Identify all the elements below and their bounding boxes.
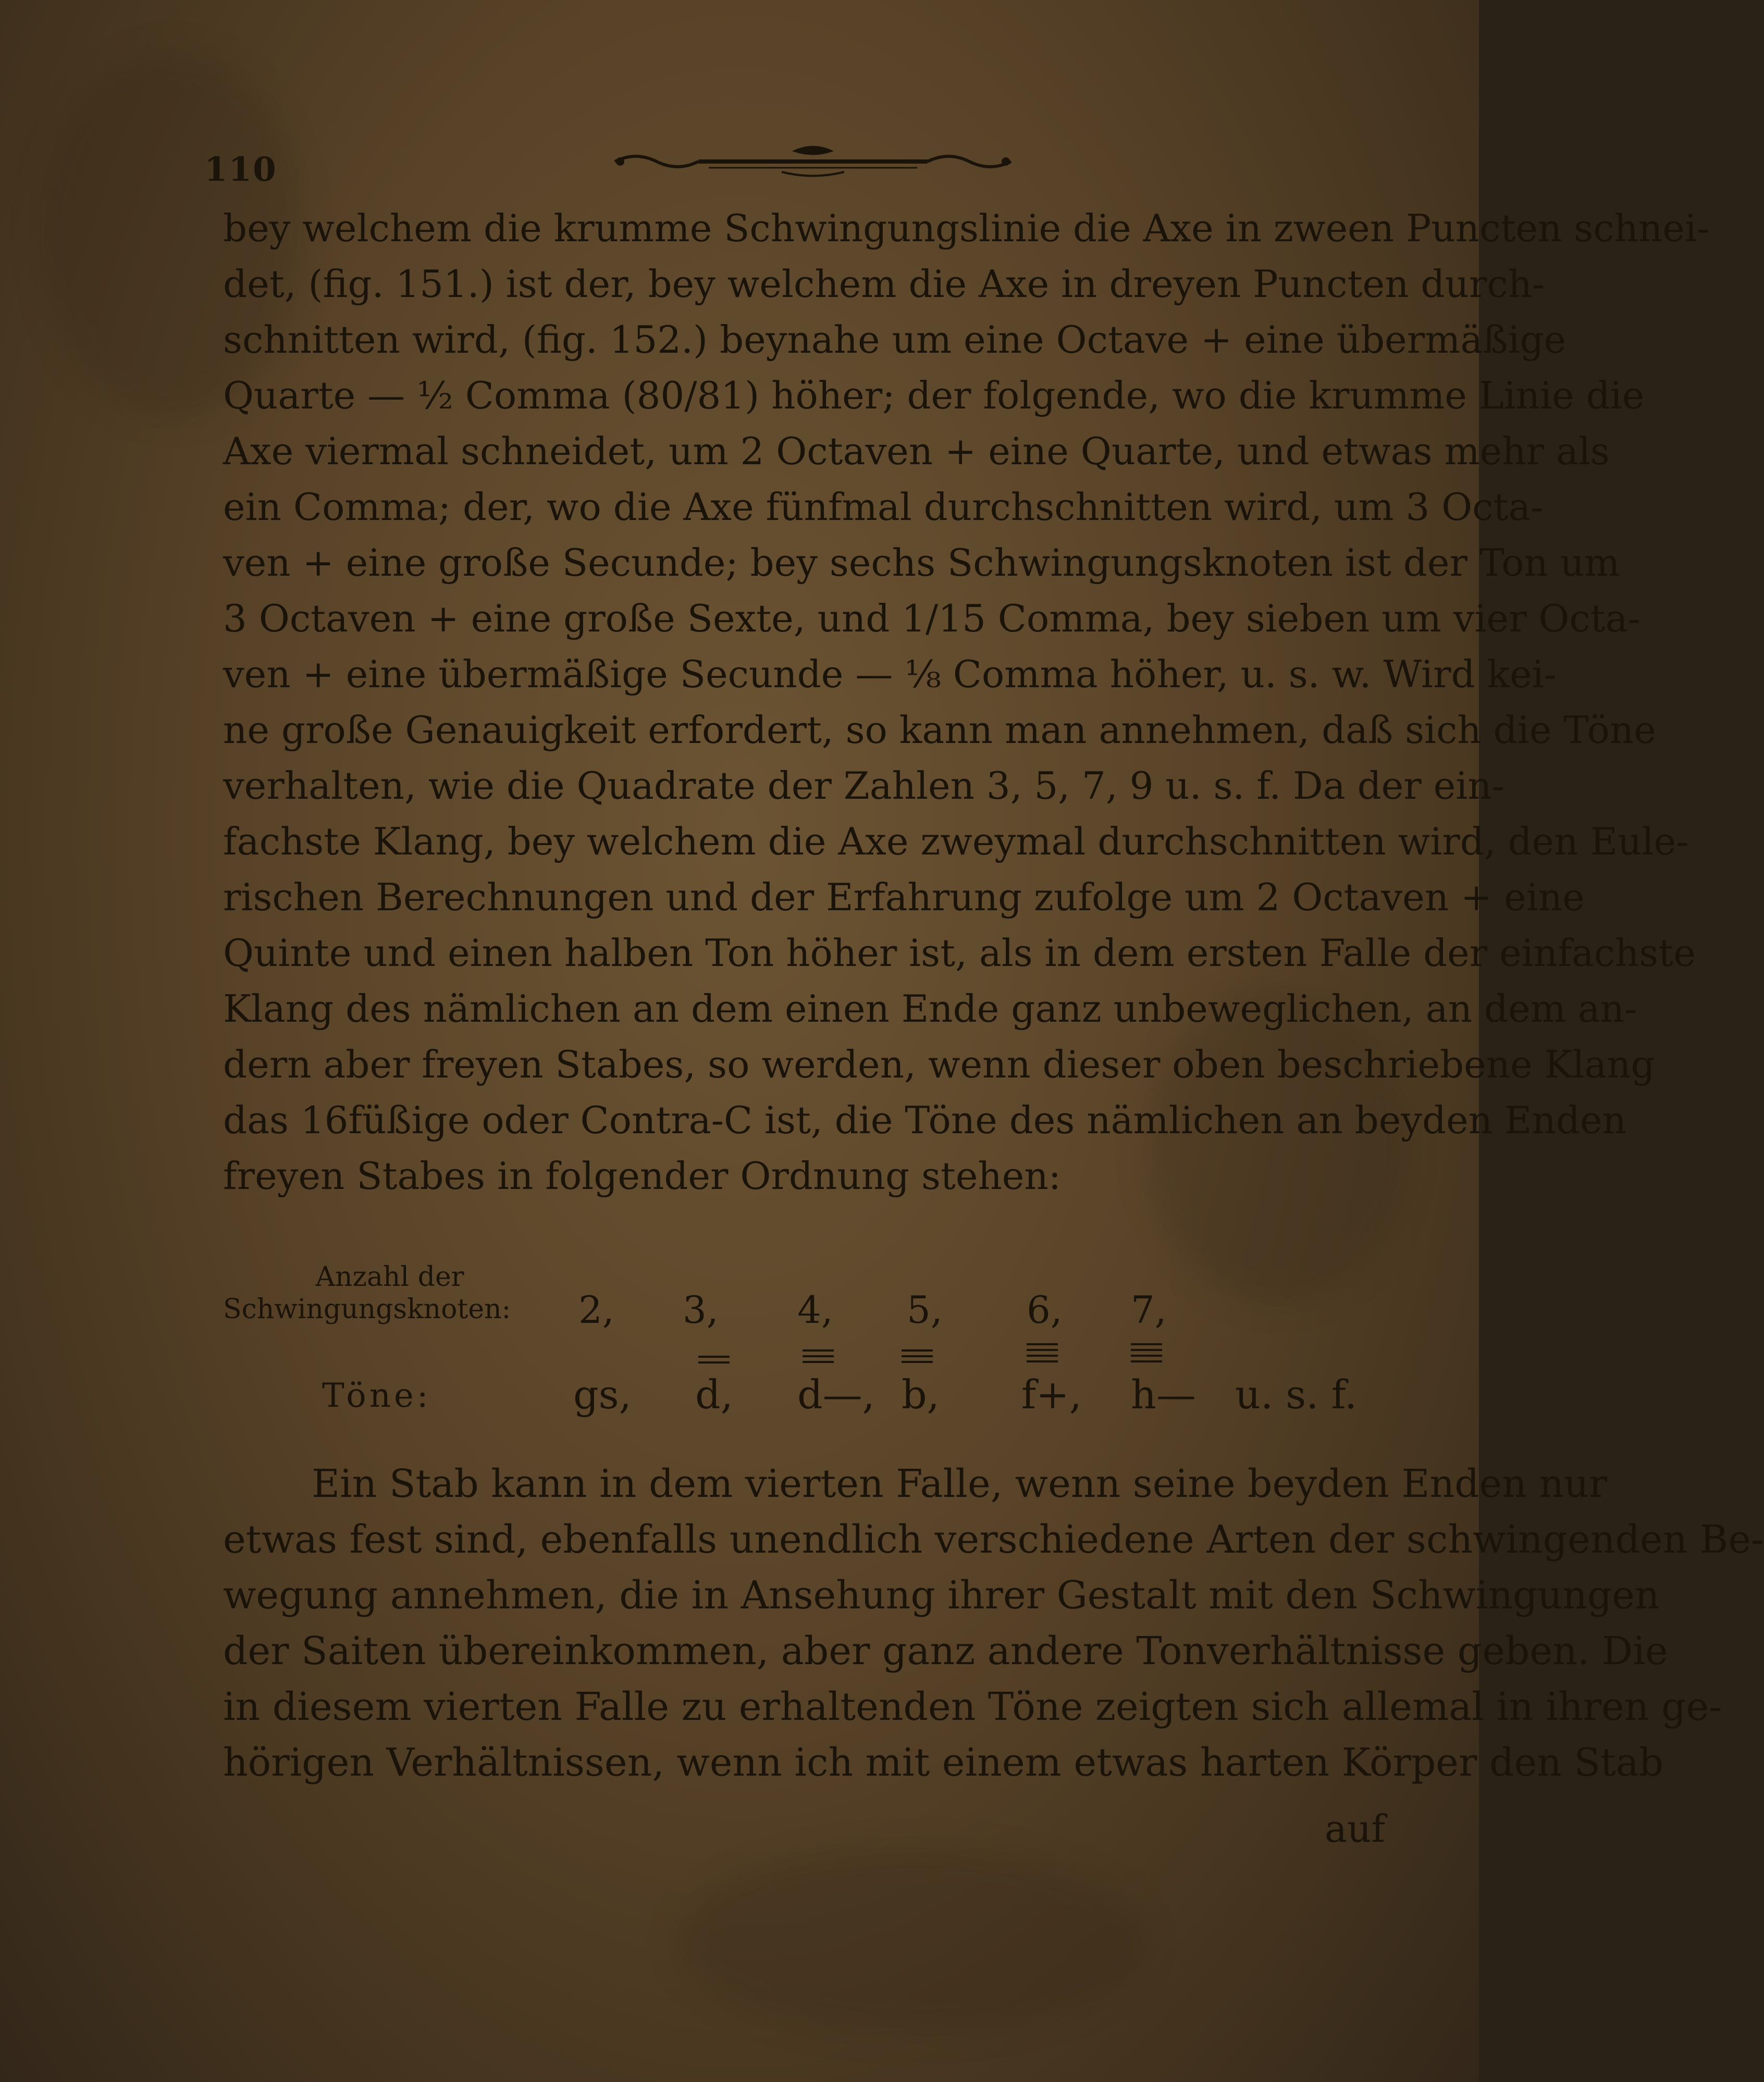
text-line: Quarte — ½ Comma (80/81) höher; der folgende, wo die krumme Linie die bbox=[223, 374, 1645, 417]
tone-value: u. s. f. bbox=[1235, 1371, 1358, 1418]
tone-value: b, bbox=[902, 1371, 940, 1418]
knot-value: 4, bbox=[797, 1288, 833, 1332]
paragraph-1 bbox=[223, 201, 1710, 1204]
text-line: det, (fig. 151.) ist der, bey welchem die Axe in dreyen Puncten durch- bbox=[223, 262, 1545, 306]
knot-label-line: Schwingungsknoten: bbox=[223, 1294, 511, 1325]
text-line: Klang des nämlichen an dem einen Ende ganz unbeweglichen, an dem an- bbox=[223, 987, 1637, 1031]
text-line: in diesem vierten Falle zu erhaltenden Töne zeigten sich allemal in ihren ge- bbox=[223, 1684, 1722, 1729]
octave-marks-icon bbox=[1027, 1343, 1058, 1364]
octave-marks-icon bbox=[1131, 1343, 1162, 1364]
text-line: der Saiten übereinkommen, aber ganz andere Tonverhältnisse geben. Die bbox=[223, 1629, 1668, 1674]
knot-value: 6, bbox=[1027, 1288, 1063, 1332]
text-line: etwas fest sind, ebenfalls unendlich verschiedene Arten der schwingenden Be- bbox=[223, 1517, 1764, 1562]
text-line: Ein Stab kann in dem vierten Falle, wenn seine beyden Enden nur bbox=[312, 1461, 1608, 1506]
knot-value: 2, bbox=[578, 1288, 614, 1332]
page-stain bbox=[677, 1850, 1146, 2032]
knot-value: 5, bbox=[907, 1288, 943, 1332]
tone-table bbox=[223, 1261, 1401, 1433]
text-line: Axe viermal schneidet, um 2 Octaven + eine Quarte, und etwas mehr als bbox=[223, 429, 1610, 473]
page-number: 110 bbox=[204, 150, 277, 189]
text-line: hörigen Verhältnissen, wenn ich mit einem etwas harten Körper den Stab bbox=[223, 1740, 1664, 1785]
text-line: verhalten, wie die Quadrate der Zahlen 3, 5, 7, 9 u. s. f. Da der ein- bbox=[223, 764, 1504, 808]
knot-label-line: Anzahl der bbox=[315, 1261, 464, 1293]
tone-value: d, bbox=[695, 1371, 733, 1418]
text-line: wegung annehmen, die in Ansehung ihrer Gestalt mit den Schwingungen bbox=[223, 1573, 1660, 1618]
knot-count-label bbox=[223, 1261, 536, 1325]
text-line: rischen Berechnungen und der Erfahrung zufolge um 2 Octaven + eine bbox=[223, 875, 1585, 919]
text-line: ven + eine große Secunde; bey sechs Schwingungsknoten ist der Ton um bbox=[223, 541, 1620, 585]
text-line: ne große Genauigkeit erfordert, so kann man annehmen, daß sich die Töne bbox=[223, 708, 1656, 752]
text-line: ven + eine übermäßige Secunde — ⅛ Comma höher, u. s. w. Wird kei- bbox=[223, 652, 1557, 696]
tone-value: gs, bbox=[573, 1371, 632, 1418]
text-line: fachste Klang, bey welchem die Axe zweymal durchschnitten wird, den Eule- bbox=[223, 820, 1689, 863]
tones-label: Töne: bbox=[322, 1377, 431, 1415]
text-line: bey welchem die krumme Schwingungslinie die Axe in zween Puncten schnei- bbox=[223, 206, 1710, 250]
knot-value: 3, bbox=[683, 1288, 719, 1332]
text-line: 3 Octaven + eine große Sexte, und 1/15 Comma, bey sieben um vier Octa- bbox=[223, 597, 1640, 640]
knot-value: 7, bbox=[1131, 1288, 1167, 1332]
text-line: dern aber freyen Stabes, so werden, wenn dieser oben beschriebene Klang bbox=[223, 1043, 1655, 1086]
octave-marks-icon bbox=[803, 1349, 834, 1370]
text-line: ein Comma; der, wo die Axe fünfmal durchschnitten wird, um 3 Octa- bbox=[223, 485, 1544, 529]
text-line: freyen Stabes in folgender Ordnung stehen: bbox=[223, 1154, 1062, 1198]
text-line: das 16füßige oder Contra-C ist, die Töne des nämlichen an beyden Enden bbox=[223, 1098, 1626, 1142]
catchword: auf bbox=[1325, 1807, 1385, 1851]
octave-marks-icon bbox=[902, 1349, 933, 1370]
paragraph-2 bbox=[223, 1456, 1764, 1791]
text-line: schnitten wird, (fig. 152.) beynahe um eine Octave + eine übermäßige bbox=[223, 318, 1566, 362]
ornament-rule-icon bbox=[605, 141, 1021, 182]
tone-value: d—, bbox=[797, 1371, 875, 1418]
text-line: Quinte und einen halben Ton höher ist, als in dem ersten Falle der einfachste bbox=[223, 931, 1696, 975]
tone-value: f+, bbox=[1021, 1371, 1082, 1418]
tone-value: h— bbox=[1131, 1371, 1196, 1418]
